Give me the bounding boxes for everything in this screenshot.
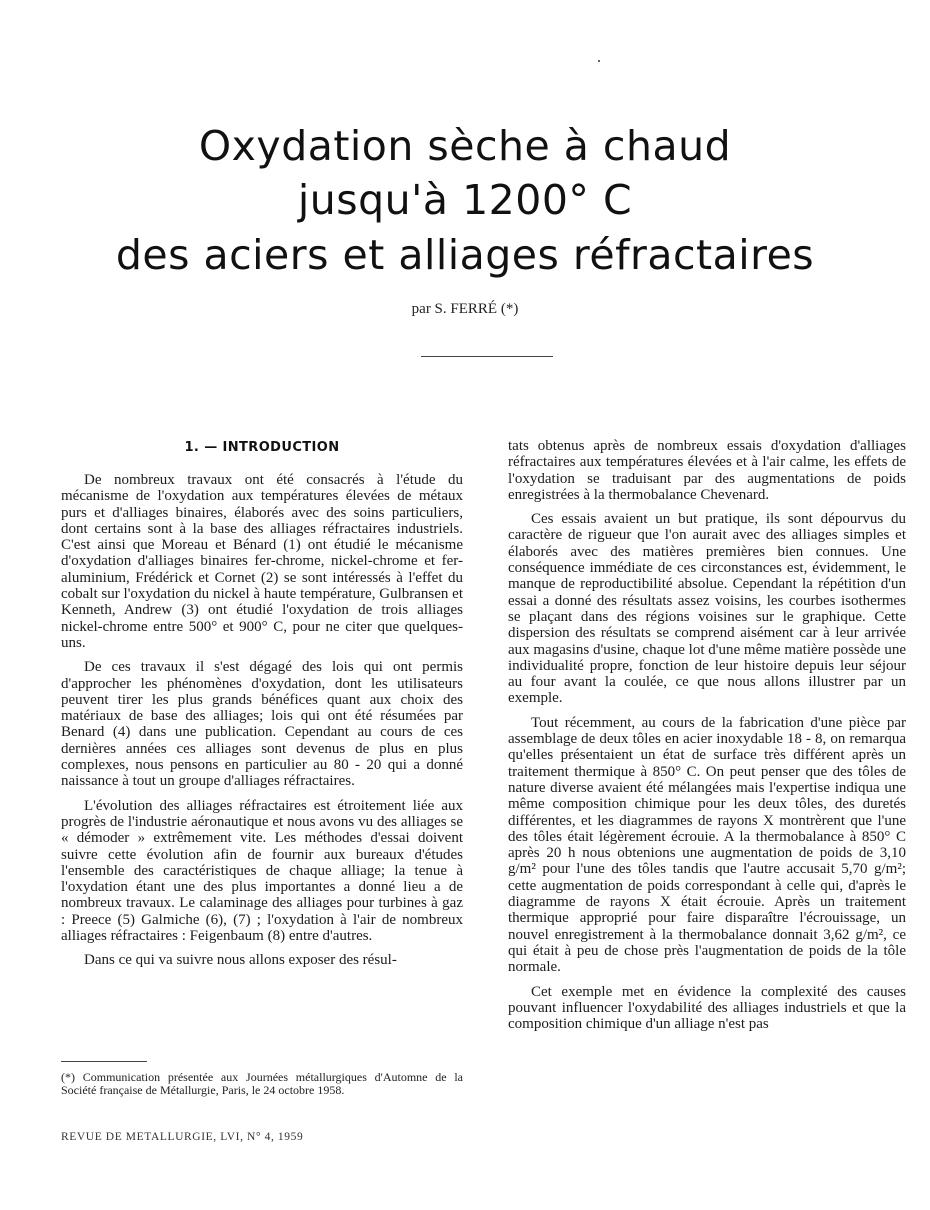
article-title-line-2: jusqu'à 1200° C <box>297 176 633 224</box>
speck-mark <box>598 60 600 62</box>
right-column <box>508 438 906 1040</box>
paragraph: L'évolution des alliages réfractaires est étroitement liée aux progrès de l'industrie aéronautique et nous avons vu des alliages se « démoder » extrêmement vite. Les méthodes d'essai doivent suivre cette évolution afin de fournir aux bureaux d'études l'ensemble des caractéristiques de chaque alliage; la tenue à l'oxydation étant une des plus importantes a donné lieu a de nombreux travaux. Le calaminage des alliages pour turbines à gaz : Preece (5) Galmiche (6), (7) ; l'oxydation à l'air de nombreux alliages réfractaires : Feigenbaum (8) entre d'autres. <box>61 797 463 945</box>
paragraph: De ces travaux il s'est dégagé des lois qui ont permis d'approcher les phénomènes d'oxydation, dont les utilisateurs peuvent tirer les plus grands bénéfices quant aux choix des matériaux de base des alliages; lois qui ont été résumées par Benard (4) dans une publication. Cependant au cours de ces dernières années ces alliages sont devenus de plus en plus complexes, nous pensons en particulier au 80 - 20 qui a donné naissance à tout un groupe d'alliages réfractaires. <box>61 659 463 790</box>
paragraph: Dans ce qui va suivre nous allons exposer des résul- <box>84 952 397 969</box>
author-byline: par S. FERRÉ (*) <box>411 301 519 317</box>
section-heading: 1. — INTRODUCTION <box>184 440 340 455</box>
title-divider <box>421 356 553 357</box>
paragraph: Tout récemment, au cours de la fabrication d'une pièce par assemblage de deux tôles en acier inoxydable 18 - 8, on remarqua qu'elles présentaient un état de surface très différent après un traitement thermique à 850° C. On peut penser que des tôles de nature diverse avaient été mélangées mais l'expertise indiqua une même composition chimique pour les deux tôles, des duretés différentes, et les diagrammes de rayons X montrèrent que l'une des tôles était légèrement écrouie. A la thermobalance à 850° C après 20 h nous obtenions une augmentation de poids de 3,10 g/m² pour l'une des tôles tandis que l'autre accusait 5,70 g/m²; cette augmentation de poids correspondant à celle qui, d'après le diagramme de rayons X était écrouie. Après un traitement thermique approprié pour faire disparaître l'écrouissage, un nouvel enregistrement à la thermobalance donnait 3,62 g/m², ce qui était à peu de chose près l'augmentation de poids de la tôle normale. <box>508 714 906 976</box>
footnote: (*) Communication présentée aux Journées métallurgiques d'Automne de la Société française de Métallurgie, Paris, le 24 octobre 1958. <box>61 1070 463 1098</box>
left-column <box>61 472 463 977</box>
paragraph: De nombreux travaux ont été consacrés à l'étude du mécanisme de l'oxydation aux températures élevées de métaux purs et d'alliages binaires, élaborés avec des soins particuliers, dont certains sont à la base des alliages réfractaires industriels. C'est ainsi que Moreau et Bénard (1) ont étudié le mécanisme d'oxydation d'alliages binaires fer-chrome, nickel-chrome et fer-aluminium, Frédérick et Cornet (2) se sont intéressés à l'effet du cobalt sur l'oxydation du nickel à haute température, Gulbransen et Kenneth, Andrew (3) ont étudié l'oxydation de trois alliages nickel-chrome entre 500° et 900° C, pour ne citer que quelques-uns. <box>61 472 463 651</box>
paragraph: tats obtenus après de nombreux essais d'oxydation d'alliages réfractaires aux températures élevées et à l'air calme, les effets de l'oxydation se traduisant par des augmentations de poids enregistrées à la thermobalance Chevenard. <box>508 438 906 503</box>
running-footer: REVUE DE METALLURGIE, LVI, N° 4, 1959 <box>61 1131 304 1143</box>
paragraph: Ces essais avaient un but pratique, ils sont dépourvus du caractère de rigueur que l'on aurait avec des alliages simples et élaborés avec des matières premières bien connues. Une conséquence immédiate de ces circonstances est, évidemment, le manque de reproductibilité absolue. Cependant la répétition d'un essai a donné des résultats assez voisins, les courbes isothermes se plaçant dans des régions voisines sur le graphique. Cette dispersion des résultats se comprend aisément car à leur arrivée aux magasins d'usine, chaque lot d'une même matière possède une individualité propre, fonction de leur histoire depuis leur séjour au four avant la coulée, ce que nous allons illustrer par un exemple. <box>508 511 906 707</box>
article-title-line-3: des aciers et alliages réfractaires <box>115 231 815 279</box>
article-title-line-1: Oxydation sèche à chaud <box>198 122 732 170</box>
footnote-divider <box>61 1061 147 1062</box>
paragraph: Cet exemple met en évidence la complexité des causes pouvant influencer l'oxydabilité des alliages industriels et que la composition chimique d'un alliage n'est pas <box>508 983 906 1033</box>
